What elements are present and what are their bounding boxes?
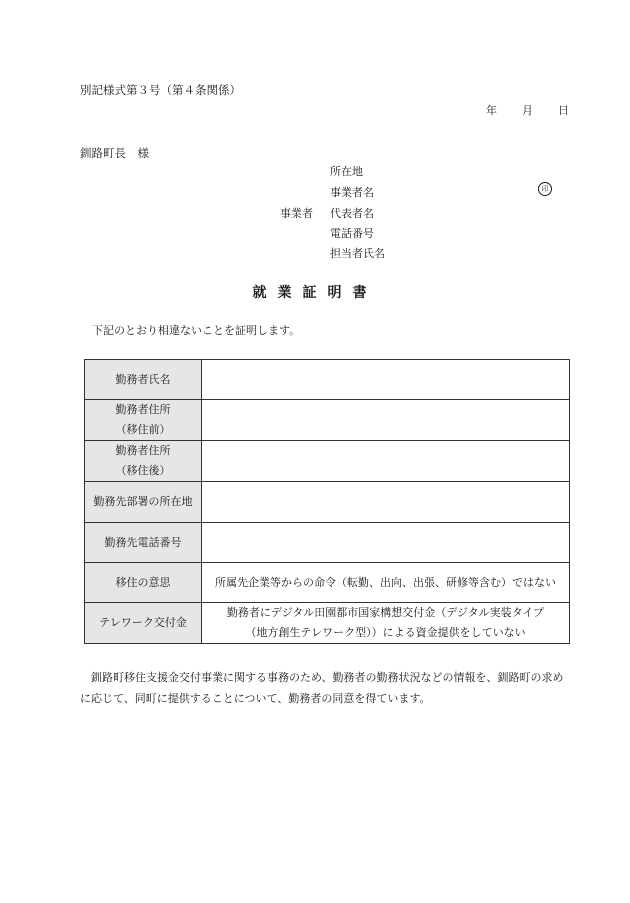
form-number: 別記様式第３号（第４条関係） <box>80 83 241 97</box>
seal-mark: 印 <box>538 182 552 196</box>
table-row <box>85 360 570 400</box>
table-row <box>85 563 570 603</box>
row-label: 勤務先部署の所在地 <box>85 482 202 523</box>
worker-name-field <box>202 360 570 400</box>
table-row <box>85 603 570 644</box>
certificate-table <box>84 359 570 644</box>
telework-grant-value: 勤務者にデジタル田園都市国家構想交付金（デジタル実装タイプ （地方創生テレワーク型））による資金提供をしていない <box>202 603 570 644</box>
row-label: 移住の意思 <box>85 563 202 603</box>
addressee: 釧路町長 様 <box>80 146 149 160</box>
table-row <box>85 400 570 441</box>
field-address: 所在地 <box>330 165 363 178</box>
address-before-field <box>202 400 570 441</box>
date-year: 年 <box>486 104 497 117</box>
consent-statement: 釧路町移住支援金交付事業に関する事務のため、勤務者の勤務状況などの情報を、釧路町の求めに応じて、同町に提供することについて、勤務者の同意を得ています。 <box>80 671 564 705</box>
field-business-name: 事業者名 <box>330 186 374 199</box>
employer-label: 事業者 <box>280 207 313 220</box>
workplace-phone-field <box>202 523 570 563</box>
relocation-intent-value: 所属先企業等からの命令（転勤、出向、出張、研修等含む）ではない <box>202 563 570 603</box>
date-line <box>486 102 569 118</box>
document-title: 就業証明書 <box>252 285 378 301</box>
address-after-field <box>202 441 570 482</box>
row-label: 勤務者住所 （移住後） <box>85 441 202 482</box>
date-month: 月 <box>522 104 533 117</box>
table-row <box>85 482 570 523</box>
field-phone: 電話番号 <box>330 227 374 240</box>
table-row <box>85 441 570 482</box>
table-row <box>85 523 570 563</box>
field-contact-person: 担当者氏名 <box>330 247 385 260</box>
intro-text: 下記のとおり相違ないことを証明します。 <box>92 324 301 337</box>
date-day: 日 <box>558 104 569 117</box>
row-label: 勤務者住所 （移住前） <box>85 400 202 441</box>
row-label: テレワーク交付金 <box>85 603 202 644</box>
row-label: 勤務先電話番号 <box>85 523 202 563</box>
row-label: 勤務者氏名 <box>85 360 202 400</box>
workplace-address-field <box>202 482 570 523</box>
field-representative: 代表者名 <box>330 207 374 220</box>
